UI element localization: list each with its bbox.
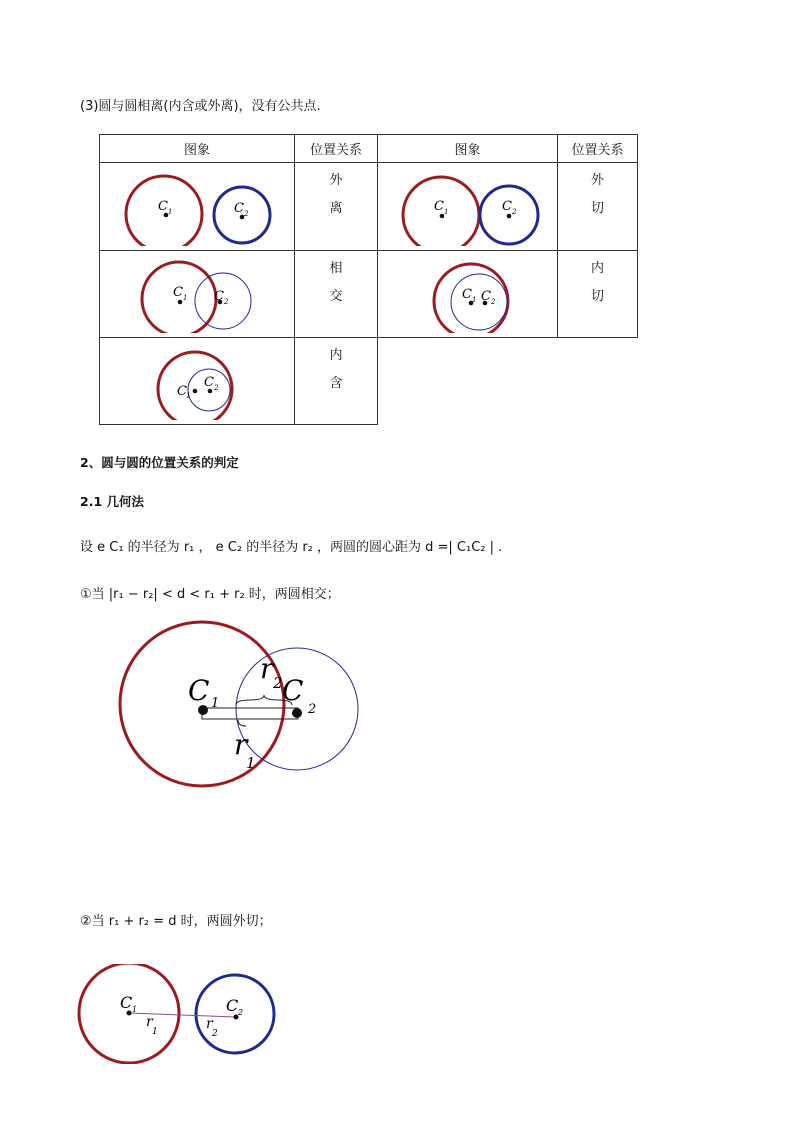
svg-text:2: 2 xyxy=(512,208,517,216)
table-header-row xyxy=(100,135,638,163)
svg-text:1: 1 xyxy=(132,1005,138,1014)
label-c1: C xyxy=(188,674,210,707)
position-relation-table xyxy=(99,134,638,425)
label-c2: C xyxy=(226,996,239,1015)
label-c1: C xyxy=(120,993,133,1012)
header-relation: 位置关系 xyxy=(295,135,378,163)
sub-heading: 2.1 几何法 xyxy=(80,494,144,509)
label-r2: r xyxy=(206,1016,213,1032)
table-row xyxy=(100,163,638,251)
center-c2 xyxy=(292,708,302,718)
label-intersect: 相 交 xyxy=(295,251,378,338)
table-row xyxy=(100,251,638,338)
label-r1: r xyxy=(146,1014,153,1030)
circle-c2 xyxy=(451,274,507,330)
label-external-separate: 外 离 xyxy=(295,163,378,251)
figure-external-tangent xyxy=(378,163,558,251)
svg-text:1: 1 xyxy=(246,754,256,772)
case1-text: ①当 |r₁ − r₂| < d < r₁ + r₂ 时，两圆相交； xyxy=(80,587,340,602)
label-c2: C xyxy=(282,674,304,707)
label-internal-tangent: 内 切 xyxy=(558,251,638,338)
circle-c1 xyxy=(158,352,232,420)
svg-text:1: 1 xyxy=(183,294,188,302)
svg-text:1: 1 xyxy=(152,1027,158,1037)
label-c1: C xyxy=(177,384,187,399)
label-c1: C xyxy=(434,199,444,214)
figure-contain xyxy=(100,338,295,425)
label-contain: 内 含 xyxy=(295,338,378,425)
center-line xyxy=(129,1013,235,1017)
figure-external-separate xyxy=(100,163,295,251)
tangent-diagram xyxy=(74,964,284,1064)
label-c1: C xyxy=(173,285,183,300)
table-row xyxy=(100,338,638,425)
definition-text: 设 e C₁ 的半径为 r₁ ， e C₂ 的半径为 r₂ ，两圆的圆心距为 d =| C₁C₂ | . xyxy=(80,540,503,555)
svg-text:1: 1 xyxy=(444,208,449,216)
label-c1: C xyxy=(158,199,168,214)
section-heading: 2、圆与圆的位置关系的判定 xyxy=(80,455,239,470)
svg-text:2: 2 xyxy=(224,298,229,306)
center-c1 xyxy=(178,300,183,305)
center-c1 xyxy=(193,389,198,394)
svg-text:1: 1 xyxy=(186,392,191,400)
label-c2: C xyxy=(204,375,214,390)
label-c2: C xyxy=(502,199,512,214)
svg-text:2: 2 xyxy=(308,702,317,717)
svg-text:2: 2 xyxy=(244,210,249,218)
svg-text:2: 2 xyxy=(214,384,219,392)
case2-text: ②当 r₁ + r₂ = d 时，两圆外切； xyxy=(80,914,272,929)
label-c2: C xyxy=(481,289,491,304)
label-c1: C xyxy=(462,287,472,302)
svg-text:1: 1 xyxy=(168,208,173,216)
header-image: 图象 xyxy=(100,135,295,163)
svg-text:2: 2 xyxy=(491,298,496,306)
svg-text:2: 2 xyxy=(212,1029,218,1039)
header-relation-2: 位置关系 xyxy=(558,135,638,163)
r1-brace xyxy=(238,720,246,726)
center-c2 xyxy=(507,214,512,219)
label-c2: C xyxy=(214,289,224,304)
svg-text:1: 1 xyxy=(211,696,220,711)
figure-intersect xyxy=(100,251,295,338)
intersect-diagram xyxy=(110,612,370,797)
label-c2: C xyxy=(234,201,244,216)
figure-internal-tangent xyxy=(378,251,558,338)
label-r1: r xyxy=(234,728,248,761)
intro-text: (3)圆与圆相离(内含或外离)，没有公共点. xyxy=(80,99,321,114)
svg-text:1: 1 xyxy=(472,296,477,304)
label-r2: r xyxy=(260,652,274,685)
header-image-2: 图象 xyxy=(378,135,558,163)
label-external-tangent: 外 切 xyxy=(558,163,638,251)
svg-text:2: 2 xyxy=(273,674,283,692)
svg-text:2: 2 xyxy=(238,1008,244,1017)
